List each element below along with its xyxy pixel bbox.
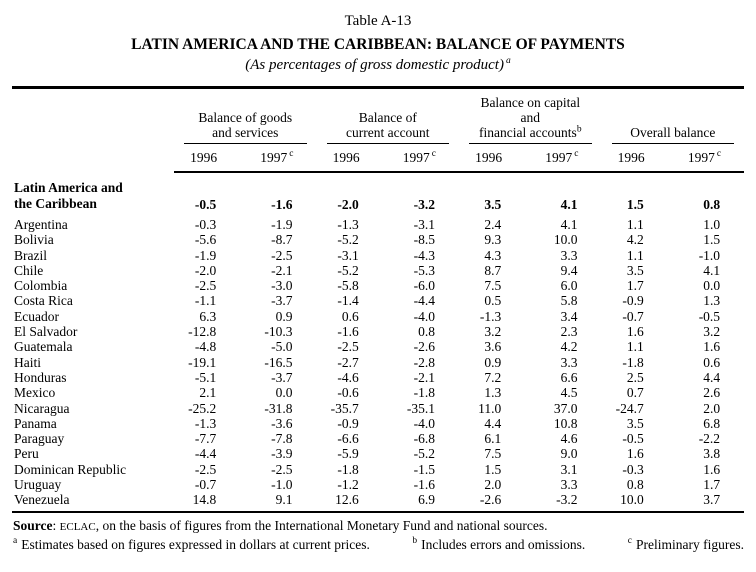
- value-cell: 1.6: [626, 446, 644, 462]
- value-cell: -2.5: [271, 247, 293, 263]
- value-cell: -2.1: [413, 369, 436, 385]
- value-cell: -1.3: [479, 308, 502, 324]
- value-cell: -0.6: [337, 385, 359, 401]
- value-cell: 1.3: [484, 385, 502, 401]
- table-heading: LATIN AMERICA AND THE CARIBBEAN: BALANCE OF PAYMENTS: [131, 36, 625, 53]
- footnote-c: $^c$ Preliminary figures.: [627, 536, 744, 552]
- value-cell: -2.5: [271, 461, 293, 477]
- table-row: [12, 370, 744, 385]
- country-cell: Costa Rica: [14, 293, 73, 309]
- value-cell: 5.8: [560, 293, 578, 309]
- value-cell: -4.0: [413, 415, 436, 431]
- value-cell: 1.5: [703, 232, 721, 248]
- value-cell: 0.8: [418, 324, 436, 340]
- value-cell: 0.7: [626, 385, 644, 401]
- value-cell: -2.1: [271, 262, 293, 278]
- country-cell: Brazil: [14, 247, 47, 263]
- region-row: [12, 172, 744, 217]
- footnote-ref-c: c: [289, 149, 294, 159]
- value-cell: 4.1: [560, 217, 578, 232]
- country-cell: Uruguay: [14, 477, 62, 493]
- value-cell: 10.8: [553, 415, 578, 431]
- value-cell: 3.2: [484, 324, 502, 340]
- value-cell: -1.8: [413, 385, 436, 401]
- value-cell: -4.4: [194, 446, 217, 462]
- value-cell: -3.2: [556, 492, 578, 508]
- header-corner-cell: [12, 88, 174, 145]
- value-cell: -1.9: [194, 247, 217, 263]
- value-cell: 2.1: [199, 385, 217, 401]
- value-cell: -2.6: [413, 339, 436, 355]
- value-cell: 2.0: [703, 400, 721, 416]
- value-cell: -3.7: [271, 293, 293, 309]
- table-row: [12, 309, 744, 324]
- footnote-a: $^a$ Estimates based on figures expressed in dollars at current prices.: [13, 536, 370, 552]
- value-cell: -5.2: [413, 446, 436, 462]
- value-cell: 4.6: [560, 431, 578, 447]
- value-cell: -31.8: [264, 400, 293, 416]
- value-cell: -2.7: [337, 354, 359, 370]
- value-cell: 4.4: [703, 369, 721, 385]
- table-number: Table A-13: [344, 13, 412, 29]
- value-cell: -2.2: [698, 431, 721, 447]
- value-cell: -1.6: [413, 477, 436, 493]
- value-cell: -0.5: [698, 308, 721, 324]
- value-cell: -4.8: [194, 339, 217, 355]
- value-cell: -1.8: [622, 354, 644, 370]
- value-cell: 12.6: [335, 492, 359, 508]
- value-cell: -8.7: [271, 232, 293, 248]
- value-cell: 0.8: [703, 196, 721, 212]
- value-cell: -3.6: [271, 415, 293, 431]
- value-cell: -2.5: [337, 339, 359, 355]
- value-cell: 4.2: [626, 232, 644, 248]
- value-cell: 10.0: [553, 232, 578, 248]
- value-cell: -3.7: [271, 369, 293, 385]
- table-body: [12, 172, 744, 512]
- value-cell: 0.9: [275, 308, 293, 324]
- value-cell: -1.3: [194, 415, 217, 431]
- value-cell: 1.6: [703, 461, 721, 477]
- value-cell: 4.4: [484, 415, 502, 431]
- value-cell: -1.8: [337, 461, 359, 477]
- value-cell: -0.3: [194, 217, 217, 232]
- value-cell: -1.4: [337, 293, 359, 309]
- value-cell: -3.9: [271, 446, 293, 462]
- column-group-label: Balance of current account: [327, 110, 450, 144]
- column-group-header: [602, 88, 745, 145]
- value-cell: -1.3: [337, 217, 359, 232]
- value-cell: -5.1: [194, 369, 217, 385]
- value-cell: 1.7: [626, 278, 644, 294]
- country-cell: Panama: [14, 415, 57, 431]
- value-cell: 3.2: [703, 324, 721, 340]
- region-name-line: the Caribbean: [14, 196, 97, 211]
- value-cell: 1.6: [626, 324, 644, 340]
- value-cell: 1.5: [484, 461, 502, 477]
- table-row: [12, 324, 744, 339]
- column-group-header: [174, 88, 317, 145]
- value-cell: 4.1: [703, 262, 721, 278]
- table-header: [12, 88, 744, 173]
- region-name-line: Latin America and: [14, 180, 123, 195]
- column-group-label: Balance on capital and financial accounts$^b$: [469, 95, 592, 144]
- value-cell: -5.6: [194, 232, 217, 248]
- value-cell: -2.6: [479, 492, 502, 508]
- table-row: [12, 293, 744, 308]
- value-cell: -6.8: [413, 431, 436, 447]
- header-corner-cell: [12, 144, 174, 172]
- column-group-label: Balance of goods and services: [184, 110, 307, 144]
- value-cell: -35.7: [330, 400, 359, 416]
- source-organization: ECLAC: [59, 520, 96, 533]
- value-cell: -4.3: [413, 247, 436, 263]
- source-text: , on the basis of figures from the International Monetary Fund and national sources.: [95, 517, 548, 533]
- source-separator: :: [52, 517, 60, 533]
- column-group-header: [459, 88, 602, 145]
- country-cell: El Salvador: [14, 324, 78, 340]
- value-cell: 0.5: [484, 293, 502, 309]
- value-cell: 3.7: [703, 492, 721, 508]
- source-note: [13, 518, 744, 535]
- value-cell: -5.0: [271, 339, 293, 355]
- value-cell: 3.8: [703, 446, 721, 462]
- value-cell: -35.1: [406, 400, 436, 416]
- value-cell: 3.5: [626, 415, 644, 431]
- value-cell: -5.8: [337, 278, 359, 294]
- value-cell: -3.1: [337, 247, 359, 263]
- value-cell: 14.8: [192, 492, 217, 508]
- value-cell: -1.0: [271, 477, 293, 493]
- value-cell: 2.5: [626, 369, 644, 385]
- value-cell: -7.7: [194, 431, 217, 447]
- value-cell: -6.0: [413, 278, 436, 294]
- value-cell: -0.9: [622, 293, 644, 309]
- table-row: [12, 446, 744, 461]
- value-cell: 3.5: [484, 196, 502, 212]
- country-cell: Dominican Republic: [14, 461, 127, 477]
- value-cell: -2.5: [194, 461, 217, 477]
- value-cell: -8.5: [413, 232, 436, 248]
- table-row: [12, 431, 744, 446]
- value-cell: 7.5: [484, 446, 502, 462]
- footnote-marker-a: a: [13, 536, 18, 547]
- column-group-label: Overall balance: [612, 125, 735, 144]
- value-cell: -1.5: [413, 461, 436, 477]
- column-group-row: [12, 88, 744, 145]
- table-row: [12, 248, 744, 263]
- footnote-marker-c: c: [627, 536, 632, 547]
- value-cell: -1.1: [194, 293, 217, 309]
- value-cell: 2.4: [484, 217, 502, 232]
- footnote-ref-c: c: [574, 149, 579, 159]
- value-cell: -3.0: [271, 278, 293, 294]
- country-cell: Paraguay: [14, 431, 65, 447]
- value-cell: -1.6: [271, 196, 293, 212]
- table-subtitle-text: (As percentages of gross domestic product): [245, 57, 504, 73]
- footnote-ref-c: c: [431, 149, 436, 159]
- value-cell: -16.5: [264, 354, 293, 370]
- value-cell: -0.7: [622, 308, 644, 324]
- footnote-ref-c: c: [716, 149, 722, 159]
- value-cell: 3.3: [560, 354, 578, 370]
- value-cell: 7.5: [484, 278, 502, 294]
- country-cell: Bolivia: [14, 232, 54, 248]
- year-header: 1996: [174, 144, 245, 172]
- table-row: [12, 492, 744, 511]
- value-cell: 2.0: [484, 477, 502, 493]
- table-row: [12, 217, 744, 232]
- value-cell: -24.7: [615, 400, 644, 416]
- value-cell: 1.0: [703, 217, 721, 232]
- footnote-marker-b: b: [412, 536, 418, 547]
- value-cell: -1.2: [337, 477, 359, 493]
- table-row: [12, 278, 744, 293]
- value-cell: 1.1: [626, 247, 644, 263]
- table-row: [12, 232, 744, 247]
- value-cell: 2.3: [560, 324, 578, 340]
- value-cell: -1.6: [337, 324, 359, 340]
- table-subtitle: [0, 57, 756, 74]
- value-cell: 3.3: [560, 247, 578, 263]
- value-cell: -3.1: [413, 217, 436, 232]
- table-row: [12, 385, 744, 400]
- value-cell: -1.0: [698, 247, 721, 263]
- value-cell: 3.3: [560, 477, 578, 493]
- value-cell: 6.6: [560, 369, 578, 385]
- value-cell: -1.9: [271, 217, 293, 232]
- value-cell: 1.3: [703, 293, 721, 309]
- value-cell: 3.6: [484, 339, 502, 355]
- year-header-row: [12, 144, 744, 172]
- value-cell: -5.9: [337, 446, 359, 462]
- value-cell: 6.9: [418, 492, 436, 508]
- value-cell: 1.1: [626, 339, 644, 355]
- value-cell: 1.5: [626, 196, 644, 212]
- value-cell: 10.0: [620, 492, 644, 508]
- country-cell: Chile: [14, 262, 44, 278]
- table-row: [12, 416, 744, 431]
- value-cell: -2.8: [413, 354, 436, 370]
- value-cell: -12.8: [188, 324, 217, 340]
- value-cell: 0.0: [275, 385, 293, 401]
- value-cell: 6.3: [199, 308, 217, 324]
- value-cell: -3.2: [413, 196, 436, 212]
- value-cell: -0.9: [337, 415, 359, 431]
- table-row: [12, 339, 744, 354]
- year-header: 1997 $^c$: [245, 144, 316, 172]
- value-cell: 0.9: [484, 354, 502, 370]
- value-cell: -5.2: [337, 262, 359, 278]
- footnotes-row: [13, 537, 744, 553]
- value-cell: 11.0: [478, 400, 502, 416]
- value-cell: -6.6: [337, 431, 359, 447]
- value-cell: -2.0: [337, 196, 359, 212]
- value-cell: 9.0: [560, 446, 578, 462]
- table-row: [12, 263, 744, 278]
- value-cell: 9.3: [484, 232, 502, 248]
- value-cell: 8.7: [484, 262, 502, 278]
- value-cell: 0.8: [626, 477, 644, 493]
- source-label: Source: [13, 517, 53, 533]
- value-cell: 1.6: [703, 339, 721, 355]
- value-cell: -4.4: [413, 293, 436, 309]
- balance-of-payments-table: [12, 86, 744, 513]
- year-header: 1997 $^c$: [388, 144, 459, 172]
- region-name-cell: [12, 172, 174, 217]
- country-cell: Colombia: [14, 278, 68, 294]
- value-cell: 3.4: [560, 308, 578, 324]
- value-cell: -4.6: [337, 369, 359, 385]
- value-cell: -0.5: [194, 196, 217, 212]
- value-cell: -0.7: [194, 477, 217, 493]
- country-cell: Venezuela: [14, 492, 70, 508]
- value-cell: 2.6: [703, 385, 721, 401]
- title-block: [0, 0, 756, 74]
- footnote-ref-a: a: [505, 56, 511, 66]
- year-header: 1996: [317, 144, 388, 172]
- value-cell: -5.2: [337, 232, 359, 248]
- value-cell: -4.0: [413, 308, 436, 324]
- value-cell: 1.1: [626, 217, 644, 232]
- country-cell: Guatemala: [14, 339, 73, 355]
- footnote-ref-b: b: [576, 124, 582, 135]
- country-cell: Honduras: [14, 369, 67, 385]
- value-cell: 4.2: [560, 339, 578, 355]
- country-cell: Haiti: [14, 354, 41, 370]
- value-cell: 6.1: [484, 431, 502, 447]
- value-cell: -19.1: [188, 354, 217, 370]
- value-cell: 9.1: [275, 492, 293, 508]
- column-group-header: [317, 88, 460, 145]
- value-cell: 37.0: [553, 400, 578, 416]
- value-cell: -0.5: [622, 431, 644, 447]
- country-cell: Mexico: [14, 385, 56, 401]
- value-cell: 4.1: [560, 196, 578, 212]
- table-row: [12, 462, 744, 477]
- value-cell: 6.8: [703, 415, 721, 431]
- value-cell: 0.0: [703, 278, 721, 294]
- value-cell: 7.2: [484, 369, 502, 385]
- year-header: 1997 $^c$: [673, 144, 744, 172]
- value-cell: 6.0: [560, 278, 578, 294]
- value-cell: 4.3: [484, 247, 502, 263]
- value-cell: -5.3: [413, 262, 436, 278]
- year-header: 1996: [459, 144, 530, 172]
- value-cell: -25.2: [188, 400, 217, 416]
- table-row: [12, 355, 744, 370]
- country-cell: Nicaragua: [14, 400, 70, 416]
- year-header: 1997 $^c$: [530, 144, 601, 172]
- country-cell: Ecuador: [14, 308, 59, 324]
- value-cell: 9.4: [560, 262, 578, 278]
- value-cell: -0.3: [622, 461, 644, 477]
- value-cell: 4.5: [560, 385, 578, 401]
- country-cell: Peru: [14, 446, 39, 462]
- value-cell: 1.7: [703, 477, 721, 493]
- value-cell: 0.6: [703, 354, 721, 370]
- value-cell: -2.0: [194, 262, 217, 278]
- value-cell: 0.6: [341, 308, 359, 324]
- table-row: [12, 401, 744, 416]
- table-row: [12, 477, 744, 492]
- value-cell: 3.5: [626, 262, 644, 278]
- value-cell: 3.1: [560, 461, 578, 477]
- year-header: 1996: [602, 144, 673, 172]
- country-cell: Argentina: [14, 217, 68, 232]
- value-cell: -10.3: [264, 324, 293, 340]
- footnote-b: $^b$ Includes errors and omissions.: [412, 536, 586, 552]
- value-cell: -7.8: [271, 431, 293, 447]
- value-cell: -2.5: [194, 278, 217, 294]
